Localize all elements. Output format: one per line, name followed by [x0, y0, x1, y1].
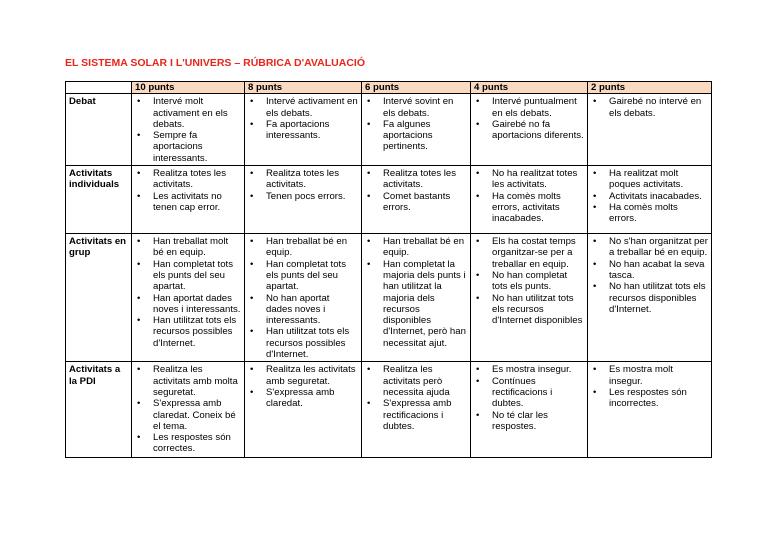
criteria-list [135, 168, 241, 213]
criteria-cell-8-punts [245, 234, 362, 362]
row-label: Activitats en grup [66, 234, 132, 362]
criteria-cell-10-punts [132, 94, 245, 166]
criteria-item: • Fa algunes aportacions pertinents. [365, 119, 467, 153]
criteria-cell-6-punts [362, 234, 471, 362]
criteria-list [135, 364, 241, 454]
criteria-list [135, 96, 241, 164]
criteria-item: • Comet bastants errors. [365, 191, 467, 214]
criteria-item: • S'expressa amb claredat. Coneix bé el tema. [135, 398, 241, 432]
rubric-row-activitats-en-grup [66, 234, 712, 362]
header-10-punts: 10 punts [132, 82, 245, 94]
criteria-item: • Les respostes són correctes. [135, 432, 241, 455]
criteria-item: • No han utilitzat tots els recursos disponibles d'Internet. [591, 281, 708, 315]
criteria-list [365, 236, 467, 349]
criteria-list [248, 96, 358, 141]
criteria-list [365, 168, 467, 213]
criteria-item: • Realitza les activitats amb molta seguretat. [135, 364, 241, 398]
criteria-item: • No han completat tots els punts. [474, 270, 584, 293]
header-2-punts: 2 punts [588, 82, 712, 94]
criteria-item: • Realitza les activitats amb seguretat. [248, 364, 358, 387]
criteria-item: • Han completat tots els punts del seu apartat. [135, 259, 241, 293]
criteria-list [474, 168, 584, 224]
criteria-cell-2-punts [588, 234, 712, 362]
criteria-item: • Realitza totes les activitats. [135, 168, 241, 191]
criteria-item: • Els ha costat temps organitzar-se per a treballar en equip. [474, 236, 584, 270]
criteria-item: • Contínues rectificacions i dubtes. [474, 376, 584, 410]
criteria-item: • Han treballat bé en equip. [248, 236, 358, 259]
criteria-item: • Han utilitzat tots els recursos possibles d'Internet. [248, 326, 358, 360]
criteria-item: • Intervé molt activament en els debats. [135, 96, 241, 130]
criteria-list [591, 168, 708, 224]
criteria-list [591, 236, 708, 315]
criteria-cell-2-punts [588, 166, 712, 234]
criteria-list [591, 96, 708, 119]
criteria-item: • Han aportat dades noves i interessants. [135, 293, 241, 316]
criteria-item: • Han treballat bé en equip. [365, 236, 467, 259]
criteria-item: • Intervé puntualment en els debats. [474, 96, 584, 119]
criteria-list [135, 236, 241, 349]
rubric-row-debat [66, 94, 712, 166]
criteria-cell-10-punts [132, 234, 245, 362]
criteria-item: • Han treballat molt bé en equip. [135, 236, 241, 259]
criteria-cell-2-punts [588, 362, 712, 458]
criteria-item: • No han aportat dades noves i interessants. [248, 293, 358, 327]
header-row [66, 82, 712, 94]
criteria-list [365, 96, 467, 152]
criteria-list [474, 96, 584, 141]
criteria-item: • No s'han organitzat per a treballar bé en equip. [591, 236, 708, 259]
criteria-item: • Intervé activament en els debats. [248, 96, 358, 119]
row-label: Activitats individuals [66, 166, 132, 234]
criteria-item: • Es mostra molt insegur. [591, 364, 708, 387]
row-label: Debat [66, 94, 132, 166]
criteria-item: • S'expressa amb rectificacions i dubtes. [365, 398, 467, 432]
header-8-punts: 8 punts [245, 82, 362, 94]
criteria-cell-6-punts [362, 166, 471, 234]
criteria-list [365, 364, 467, 432]
criteria-item: • S'expressa amb claredat. [248, 387, 358, 410]
criteria-item: • Realitza totes les activitats. [248, 168, 358, 191]
criteria-item: • No té clar les respostes. [474, 410, 584, 433]
criteria-item: • Activitats inacabades. [591, 191, 708, 202]
criteria-cell-8-punts [245, 94, 362, 166]
criteria-list [474, 236, 584, 326]
criteria-item: • No ha realitzat totes les activitats. [474, 168, 584, 191]
criteria-item: • Les respostes són incorrectes. [591, 387, 708, 410]
criteria-item: • Les activitats no tenen cap error. [135, 191, 241, 214]
criteria-list [248, 236, 358, 360]
criteria-item: • Realitza les activitats però necessita ajuda [365, 364, 467, 398]
criteria-list [474, 364, 584, 432]
criteria-item: • Han utilitzat tots els recursos possibles d'Internet. [135, 315, 241, 349]
rubric-table [65, 81, 712, 458]
criteria-item: • Han completat tots els punts del seu apartat. [248, 259, 358, 293]
header-4-punts: 4 punts [471, 82, 588, 94]
page-title: EL SISTEMA SOLAR I L'UNIVERS – RÚBRICA D'AVALUACIÓ [65, 57, 365, 69]
criteria-item: • Es mostra insegur. [474, 364, 584, 375]
criteria-item: • Realitza totes les activitats. [365, 168, 467, 191]
criteria-item: • Han completat la majoria dels punts i han utilitzat la majoria dels recursos disponibles d'Internet, però han necessitat ajut. [365, 259, 467, 349]
criteria-list [248, 168, 358, 202]
criteria-cell-6-punts [362, 362, 471, 458]
criteria-item: • Ha comès molts errors, activitats inacabades. [474, 191, 584, 225]
criteria-cell-4-punts [471, 94, 588, 166]
criteria-cell-4-punts [471, 166, 588, 234]
criteria-cell-2-punts [588, 94, 712, 166]
criteria-item: • No han acabat la seva tasca. [591, 259, 708, 282]
criteria-cell-4-punts [471, 234, 588, 362]
criteria-cell-10-punts [132, 166, 245, 234]
header-corner-cell [66, 82, 132, 94]
rubric-row-activitats-individuals [66, 166, 712, 234]
rubric-row-activitats-pdi [66, 362, 712, 458]
criteria-item: • Gairebé no intervé en els debats. [591, 96, 708, 119]
criteria-item: • Gairebé no fa aportacions diferents. [474, 119, 584, 142]
criteria-item: • Intervé sovint en els debats. [365, 96, 467, 119]
criteria-cell-8-punts [245, 166, 362, 234]
row-label: Activitats a la PDI [66, 362, 132, 458]
header-6-punts: 6 punts [362, 82, 471, 94]
rubric-body [66, 94, 712, 458]
criteria-cell-10-punts [132, 362, 245, 458]
criteria-item: • Fa aportacions interessants. [248, 119, 358, 142]
criteria-item: • Ha realitzat molt poques activitats. [591, 168, 708, 191]
criteria-cell-6-punts [362, 94, 471, 166]
criteria-list [591, 364, 708, 409]
criteria-cell-4-punts [471, 362, 588, 458]
criteria-cell-8-punts [245, 362, 362, 458]
criteria-item: • Tenen pocs errors. [248, 191, 358, 202]
criteria-item: • No han utilitzat tots els recursos d'Internet disponibles [474, 293, 584, 327]
criteria-item: • Ha comès molts errors. [591, 202, 708, 225]
criteria-item: • Sempre fa aportacions interessants. [135, 130, 241, 164]
criteria-list [248, 364, 358, 409]
